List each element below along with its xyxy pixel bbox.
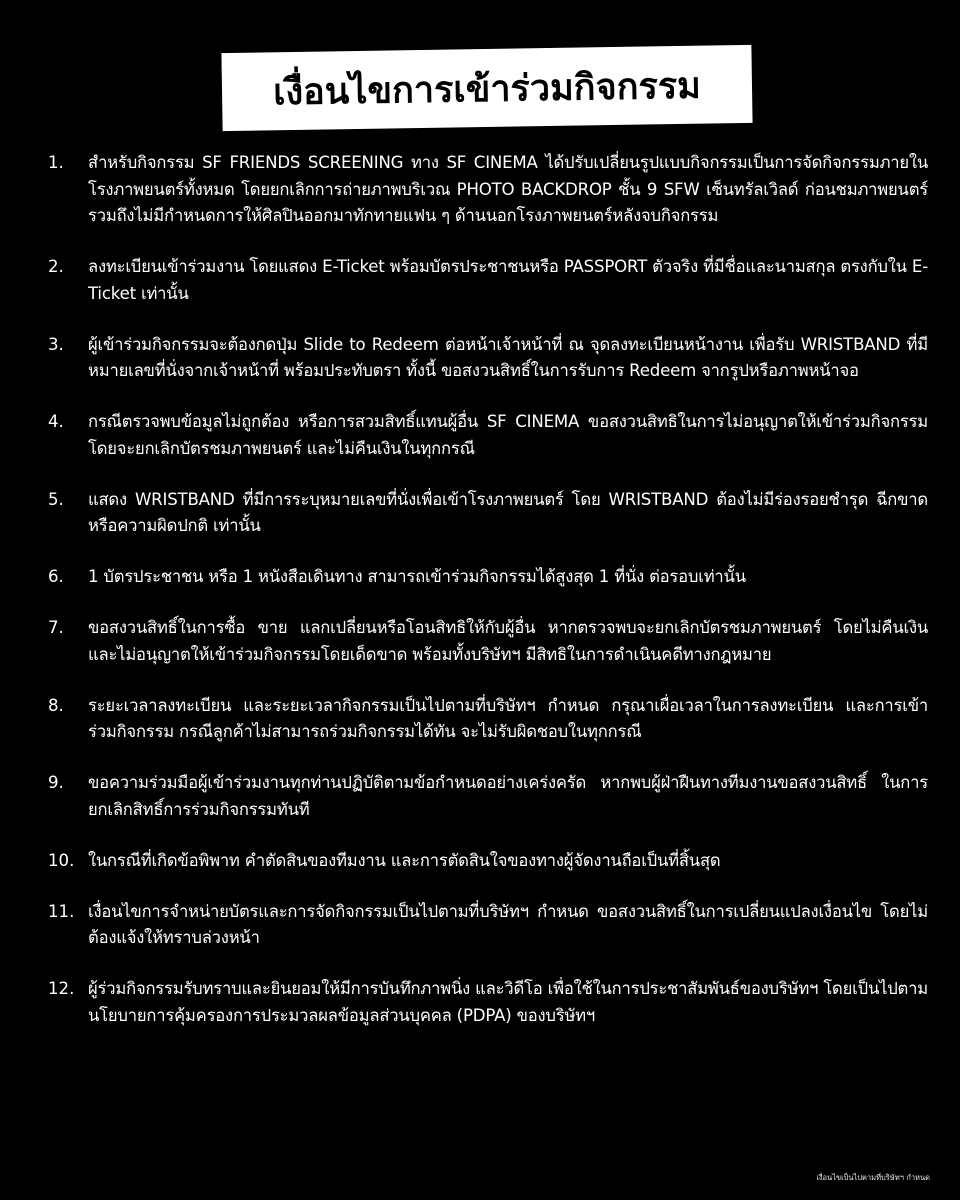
term-item: [48, 693, 928, 746]
term-number: 9.: [48, 773, 64, 792]
term-text: เงื่อนไขการจำหน่ายบัตรและการจัดกิจกรรมเป็นไปตามที่บริษัทฯ กำหนด ขอสงวนสิทธิ์ในการเปลี่ยนแปลงเงื่อนไข โดยไม่ต้องแจ้งให้ทราบล่วงหน้า: [88, 901, 928, 947]
page-title: เงื่อนไขการเข้าร่วมกิจกรรม: [272, 65, 702, 113]
term-number: 8.: [48, 695, 64, 715]
term-item: [48, 254, 928, 307]
footer-note: เงื่อนไขเป็นไปตามที่บริษัทฯ กำหนด: [816, 1173, 930, 1182]
term-item: [48, 487, 928, 540]
term-text: ลงทะเบียนเข้าร่วมงาน โดยแสดง E-Ticket พร้อมบัตรประชาชนหรือ PASSPORT ตัวจริง ที่มีชื่อและนามสกุล ตรงกับใน E-Ticket เท่านั้น: [88, 257, 928, 303]
term-number: 5.: [48, 489, 64, 509]
term-item: [48, 615, 928, 668]
term-item: [48, 899, 928, 952]
term-text: ในกรณีที่เกิดข้อพิพาท คำตัดสินของทีมงาน และการตัดสินใจของทางผู้จัดงานถือเป็นที่สิ้นสุด: [88, 850, 721, 870]
term-text: ผู้ร่วมกิจกรรมรับทราบและยินยอมให้มีการบันทึกภาพนิ่ง และวิดีโอ เพื่อใช้ในการประชาสัมพันธ์ของบริษัทฯ โดยเป็นไปตามนโยบายการคุ้มครองการประมวลผลข้อมูลส่วนบุคคล (PDPA) ของบริษัทฯ: [88, 979, 928, 1025]
terms-list: [48, 150, 928, 1054]
term-item: [48, 409, 928, 462]
term-item: [48, 332, 928, 385]
term-number: 4.: [48, 412, 64, 431]
term-text: 1 บัตรประชาชน หรือ 1 หนังสือเดินทาง สามารถเข้าร่วมกิจกรรมได้สูงสุด 1 ที่นั่ง ต่อรอบเท่านั้น: [88, 567, 746, 586]
term-item: [48, 564, 928, 591]
term-text: ขอความร่วมมือผู้เข้าร่วมงานทุกท่านปฏิบัติตามข้อกำหนดอย่างเคร่งครัด หากพบผู้ฝ่าฝืนทางทีมงานขอสงวนสิทธิ์ ในการยกเลิกสิทธิ์การร่วมกิจกรรมทันที: [88, 773, 928, 819]
title-banner: [221, 45, 752, 131]
term-number: 6.: [48, 567, 64, 586]
term-number: 3.: [48, 334, 64, 354]
term-number: 11.: [48, 901, 75, 921]
term-text: ผู้เข้าร่วมกิจกรรมจะต้องกดปุ่ม Slide to Redeem ต่อหน้าเจ้าหน้าที่ ณ จุดลงทะเบียนหน้างาน เพื่อรับ WRISTBAND ที่มีหมายเลขที่นั่งจากเจ้าหน้าที่ พร้อมประทับตรา ทั้งนี้ ขอสงวนสิทธิ์ในการรับการ Redeem จากรูปหรือภาพหน้าจอ: [88, 334, 928, 380]
term-text: สำหรับกิจกรรม SF FRIENDS SCREENING ทาง SF CINEMA ได้ปรับเปลี่ยนรูปแบบกิจกรรมเป็นการจัดกิจกรรมภายในโรงภาพยนตร์ทั้งหมด โดยยกเลิกการถ่ายภาพบริเวณ PHOTO BACKDROP ชั้น 9 SFW เซ็นทรัลเวิลด์ ก่อนชมภาพยนตร์ รวมถึงไม่มีกำหนดการให้ศิลปินออกมาทักทายแฟน ๆ ด้านนอกโรงภาพยนตร์หลังจบกิจกรรม: [88, 153, 928, 225]
term-number: 2.: [48, 257, 64, 276]
term-number: 12.: [48, 979, 75, 998]
term-item: [48, 976, 928, 1029]
term-item: [48, 848, 928, 875]
term-number: 10.: [48, 850, 75, 870]
term-text: ระยะเวลาลงทะเบียน และระยะเวลากิจกรรมเป็นไปตามที่บริษัทฯ กำหนด กรุณาเผื่อเวลาในการลงทะเบียน และการเข้าร่วมกิจกรรม กรณีลูกค้าไม่สามารถร่วมกิจกรรมได้ทัน จะไม่รับผิดชอบในทุกกรณี: [88, 695, 928, 741]
term-text: กรณีตรวจพบข้อมูลไม่ถูกต้อง หรือการสวมสิทธิ์แทนผู้อื่น SF CINEMA ขอสงวนสิทธิในการไม่อนุญาตให้เข้าร่วมกิจกรรม โดยจะยกเลิกบัตรชมภาพยนตร์ และไม่คืนเงินในทุกกรณี: [88, 412, 928, 458]
term-item: [48, 150, 928, 230]
term-number: 1.: [48, 153, 64, 172]
term-text: ขอสงวนสิทธิ์ในการซื้อ ขาย แลกเปลี่ยนหรือโอนสิทธิให้กับผู้อื่น หากตรวจพบจะยกเลิกบัตรชมภาพยนตร์ โดยไม่คืนเงิน และไม่อนุญาตให้เข้าร่วมกิจกรรมโดยเด็ดขาด พร้อมทั้งบริษัทฯ มีสิทธิในการดำเนินคดีทางกฎหมาย: [88, 618, 928, 664]
term-number: 7.: [48, 618, 64, 637]
term-text: แสดง WRISTBAND ที่มีการระบุหมายเลขที่นั่งเพื่อเข้าโรงภาพยนตร์ โดย WRISTBAND ต้องไม่มีร่องรอยชำรุด ฉีกขาด หรือความผิดปกติ เท่านั้น: [88, 489, 928, 535]
term-item: [48, 770, 928, 823]
